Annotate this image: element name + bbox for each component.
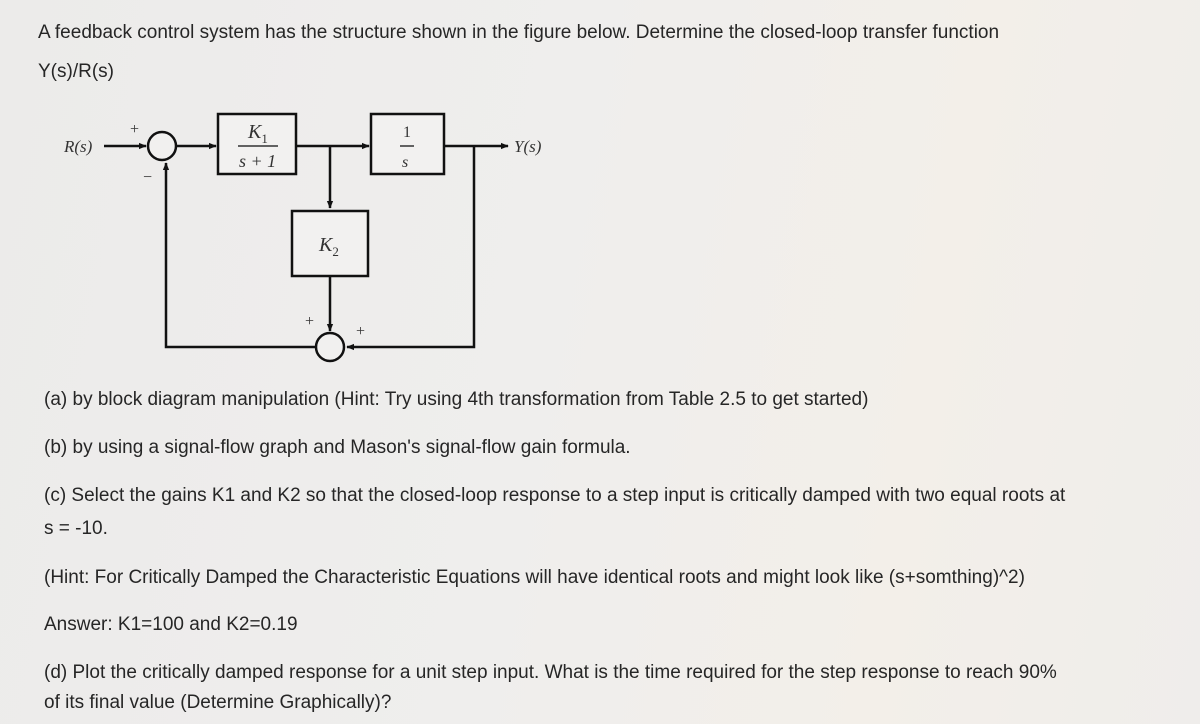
- output-label: Y(s): [514, 137, 542, 156]
- part-a: (a) by block diagram manipulation (Hint: Try using 4th transformation from Table 2.5 to get started): [44, 389, 869, 410]
- summer1-minus-sign: −: [143, 169, 153, 186]
- summing-junction-2: [316, 333, 344, 361]
- part-b: (b) by using a signal-flow graph and Mason's signal-flow gain formula.: [44, 437, 631, 458]
- block1-denominator: s + 1: [239, 151, 277, 171]
- part-c-line-2: s = -10.: [44, 518, 108, 539]
- summer2-plus-sign-left: +: [305, 313, 315, 330]
- intro-line-1: A feedback control system has the structure shown in the figure below. Determine the closed-loop transfer function: [38, 22, 1000, 43]
- part-c-line-1: (c) Select the gains K1 and K2 so that the closed-loop response to a step input is critically damped with two equal roots at: [44, 485, 1066, 506]
- block2-numerator: 1: [403, 124, 411, 141]
- part-d-line-2: of its final value (Determine Graphically)?: [44, 692, 392, 713]
- input-label: R(s): [64, 137, 93, 156]
- answer-text: Answer: K1=100 and K2=0.19: [44, 614, 298, 635]
- summer2-plus-sign-right: +: [356, 323, 366, 340]
- summer1-plus-sign: +: [130, 121, 140, 138]
- summing-junction-1: [148, 132, 176, 160]
- hint-text: (Hint: For Critically Damped the Characteristic Equations will have identical roots and might look like (s+somthing)^2): [44, 567, 1025, 588]
- part-d-line-1: (d) Plot the critically damped response for a unit step input. What is the time required for the step response to reach 90%: [44, 662, 1057, 683]
- intro-line-2: Y(s)/R(s): [38, 61, 114, 82]
- block2-denominator: s: [402, 154, 409, 171]
- block3-label: $K_2$: [319, 234, 339, 259]
- block1-numerator: $K_1$: [248, 121, 268, 146]
